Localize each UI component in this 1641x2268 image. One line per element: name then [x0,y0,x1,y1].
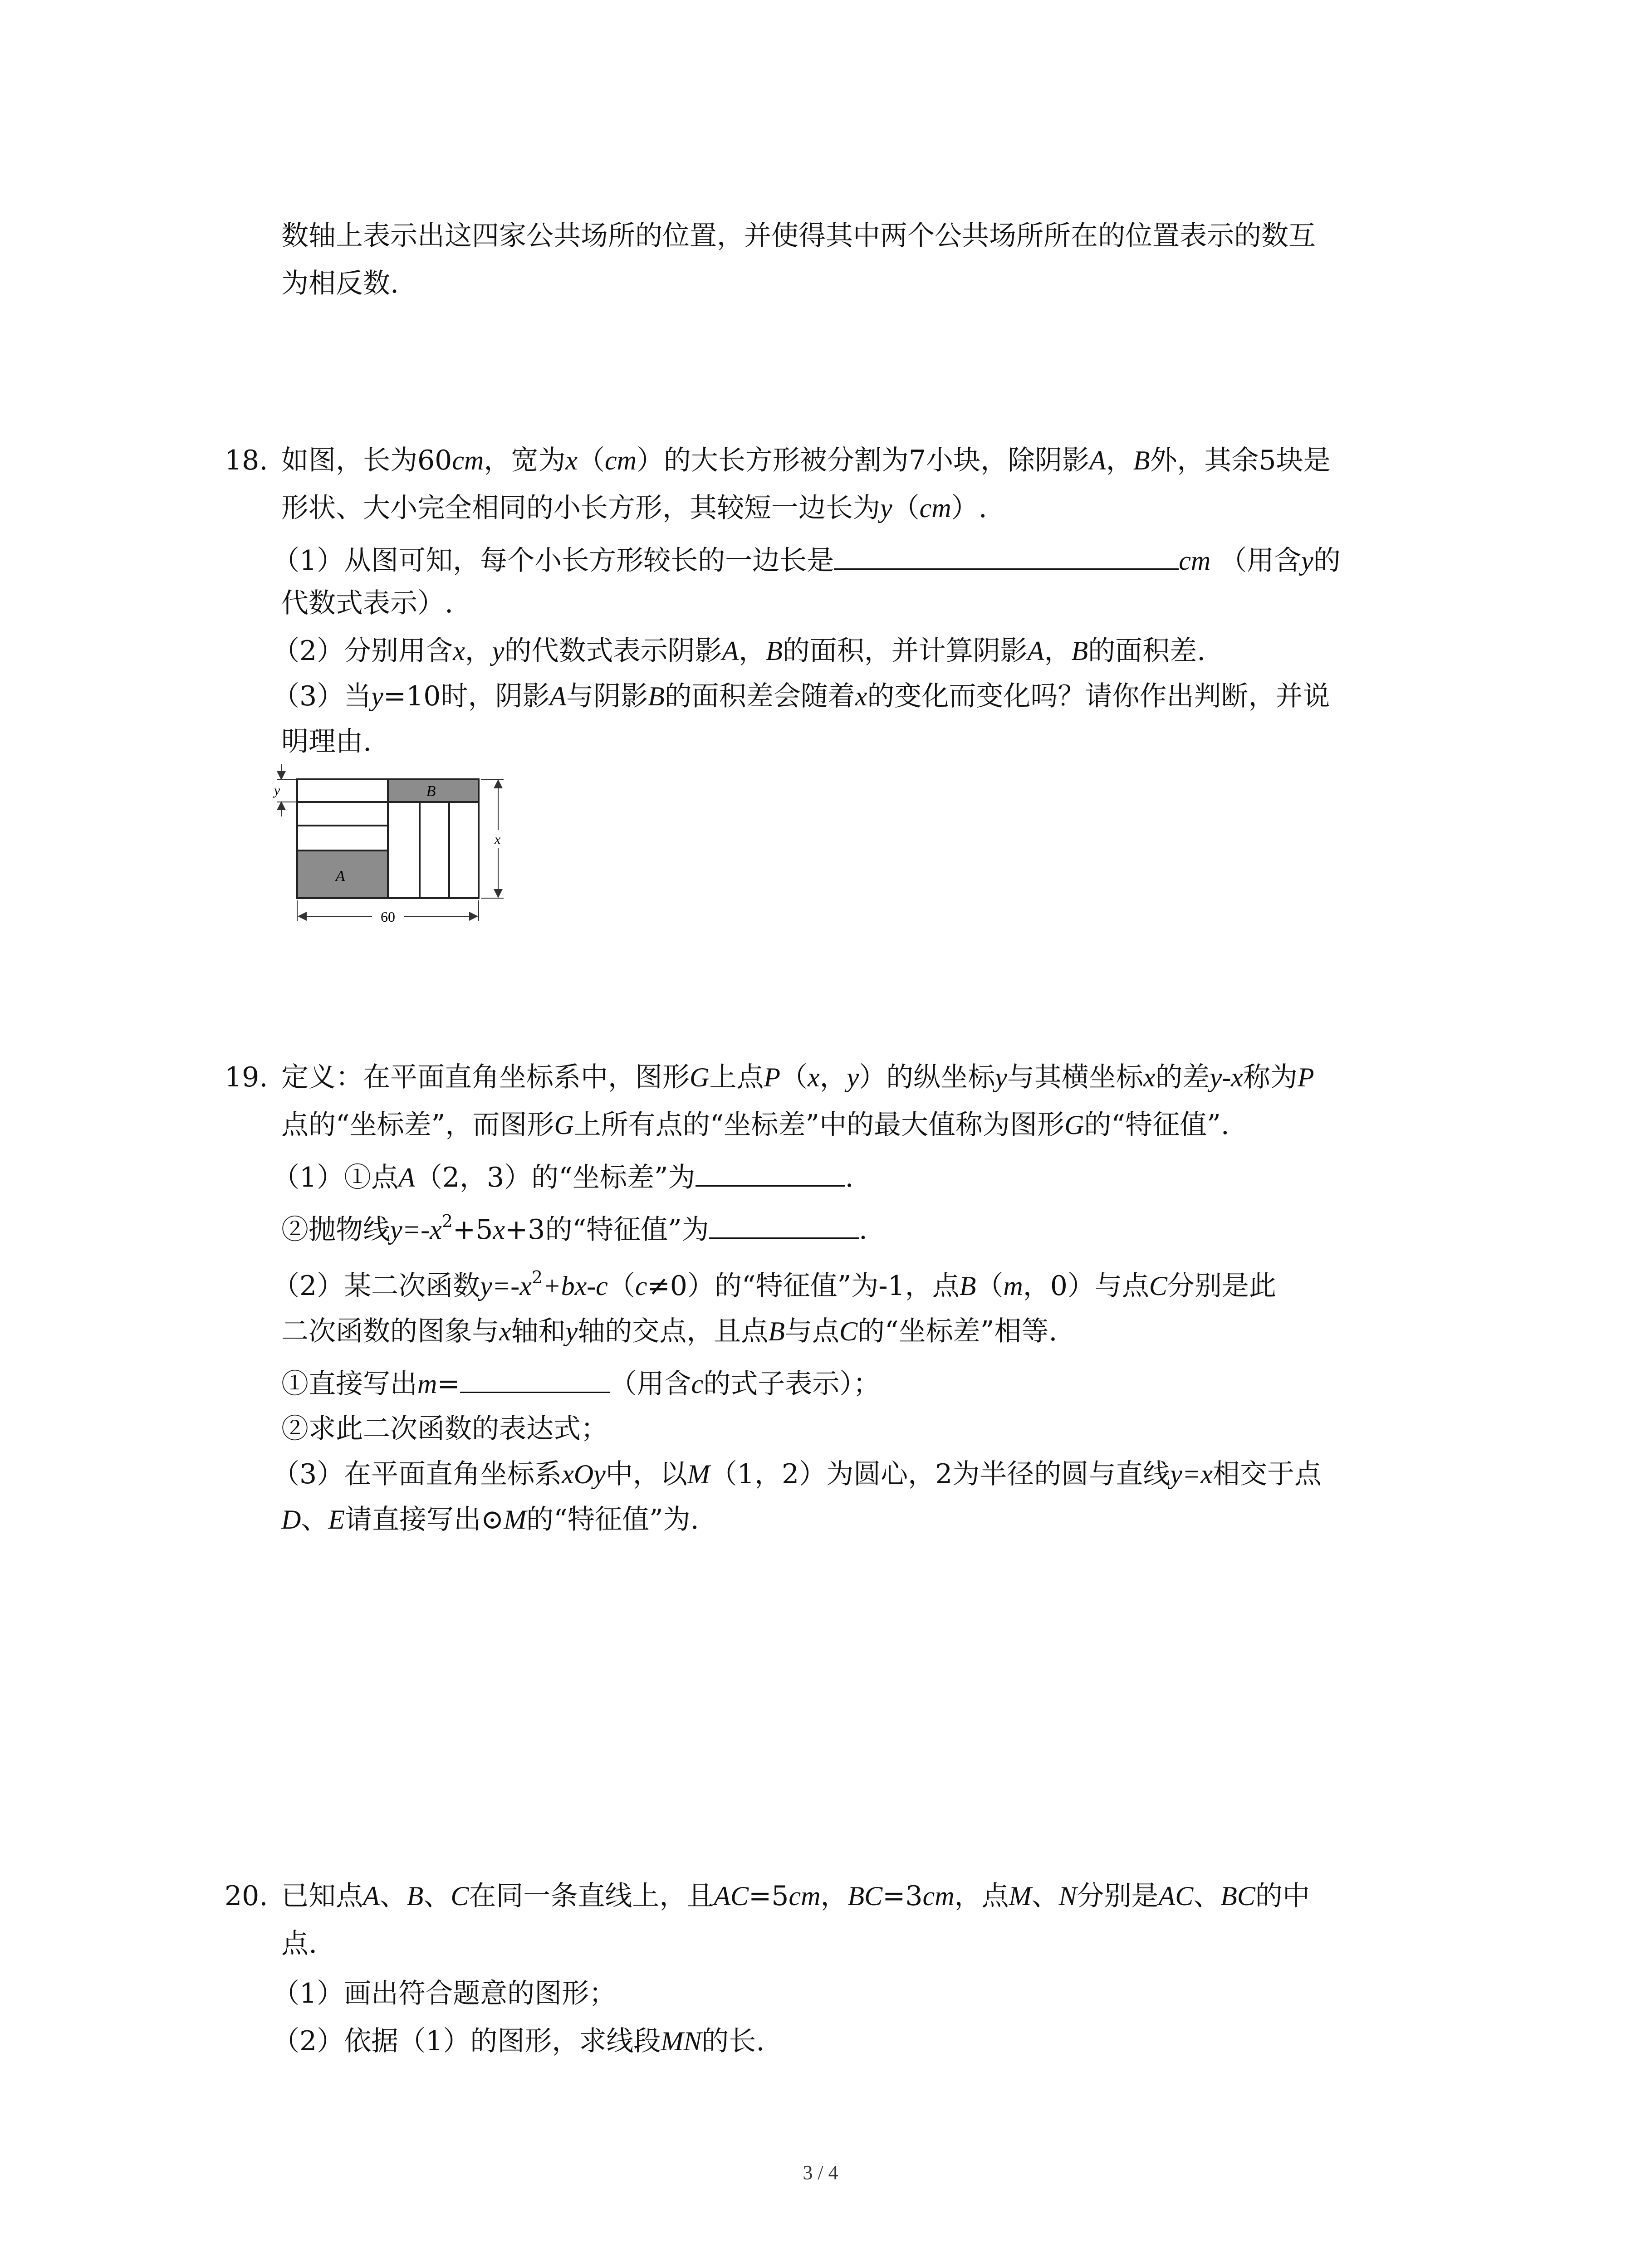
q19-number: 19. [225,1061,268,1093]
q19-part-3: （3）在平面直角坐标系xOy中，以M（1，2）为圆心，2为半径的圆与直线y=x相交于点 [272,1458,1322,1490]
fig-label-60: 60 [381,909,395,925]
q18-line-1: 如图，长为60cm，宽为x（cm）的大长方形被分割为7小块，除阴影A，B外，其余5块是 [281,445,1331,476]
q19-line-2: 点的“坐标差”，而图形G上所有点的“坐标差”中的最大值称为图形G的“特征值”. [281,1109,1230,1141]
q20-number: 20. [225,1880,268,1912]
q19-part-1a: （1）①点A（2，3）的“坐标差”为 . [272,1159,854,1196]
q19-answer-blank-1[interactable] [696,1159,845,1187]
q18-part-1-cont: 代数式表示）. [281,587,454,619]
fig-label-a: A [335,868,345,885]
q18-part-3-cont: 明理由. [281,726,372,758]
page-number: 3 / 4 [803,2161,838,2184]
fig-label-x: x [495,832,501,847]
q19-part-2: （2）某二次函数$y=-x^2+bx-c(c\ne 0)$的“特征值”为-1，点B（m，0）与点C分别是此 [272,1267,1276,1302]
q19-line-1: 定义：在平面直角坐标系中，图形G上点P（x，y）的纵坐标y与其横坐标x的差y-x称为P [281,1061,1314,1093]
q19-part-2-1: ①直接写出m= （用含c的式子表示）； [281,1365,880,1402]
q18-part-1: （1）从图可知，每个小长方形较长的一边长是 cm （用含y的 [272,542,1341,579]
q19-answer-blank-3[interactable] [460,1365,610,1393]
q19-part-2-cont: 二次函数的图象与x轴和y轴的交点，且点B与点C的“坐标差”相等. [281,1315,1058,1347]
q19-part-1b: ②抛物线$y=-x^2+5x+3$的“特征值”为 . [281,1211,867,1246]
intro-line-1: 数轴上表示出这四家公共场所的位置，并使得其中两个公共场所所在的位置表示的数互 [281,220,1316,252]
q19-answer-blank-2[interactable] [709,1211,859,1239]
q20-part-2: （2）依据（1）的图形，求线段MN的长. [272,2025,765,2057]
fig-label-b: B [426,783,436,800]
q19-part-3-cont: D、E请直接写出⊙M的“特征值”为. [281,1504,699,1535]
q20-part-1: （1）画出符合题意的图形； [272,1978,617,2009]
fig-label-y: y [274,783,280,798]
q20-line-2: 点. [281,1928,318,1960]
q20-line-1: 已知点A、B、C在同一条直线上，且AC=5cm，BC=3cm，点M、N分别是AC、BC的中 [281,1880,1310,1912]
q18-line-2: 形状、大小完全相同的小长方形，其较短一边长为y（cm）. [281,492,987,524]
q18-part-3: （3）当y=10时，阴影A与阴影B的面积差会随着x的变化而变化吗？请你作出判断，并说 [272,680,1330,712]
q18-rectangle-figure [268,762,513,930]
q18-answer-blank-1[interactable] [834,542,1179,570]
intro-line-2: 为相反数. [281,268,399,299]
q19-part-2-2: ②求此二次函数的表达式； [281,1413,608,1445]
q18-number: 18. [225,445,268,476]
q18-part-2: （2）分别用含x，y的代数式表示阴影A，B的面积，并计算阴影A，B的面积差. [272,635,1206,667]
